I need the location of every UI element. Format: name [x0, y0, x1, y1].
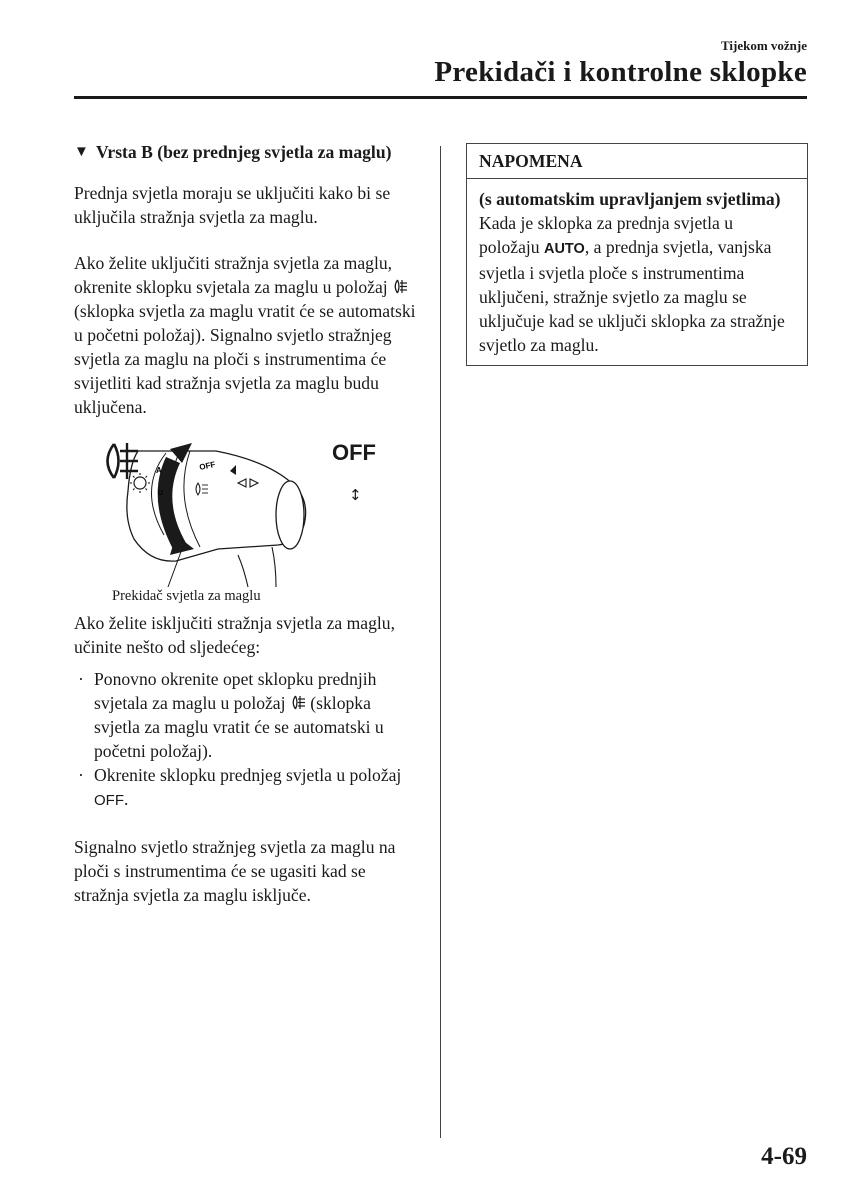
- rear-fog-symbol-icon: [290, 694, 306, 711]
- bullet-dot: ·: [78, 765, 84, 785]
- bullet-2-end: .: [124, 789, 129, 809]
- paragraph-2-end: (sklopka svjetla za maglu vratit će se automatski u početni položaj). Signalno svjetlo stražnjeg svjetla za maglu na ploči s instrumentima će svijetliti kad stražnja svjetla za maglu budu uključena.: [74, 301, 416, 417]
- off-inline-label: OFF: [94, 792, 124, 809]
- note-text-start: Kada je sklopka za prednja svjetla u položaju: [479, 213, 734, 257]
- note-heading: NAPOMENA: [467, 144, 807, 179]
- note-box: [466, 143, 808, 366]
- note-text-end: , a prednja svjetla, vanjska svjetla i svjetla ploče s instrumentima uključeni, stražnje svjetlo za maglu se uključuje kad se uključi sklopka za stražnje svjetlo za maglu.: [479, 237, 785, 355]
- stalk-label-off: OFF: [198, 459, 217, 472]
- stalk-label-auto: A: [156, 466, 162, 475]
- list-item: [74, 763, 418, 813]
- note-text: [479, 211, 795, 357]
- paragraph-2-start: Ako želite uključiti stražnja svjetla za maglu, okrenite sklopku svjetala za maglu u položaj: [74, 253, 393, 297]
- off-position-label: OFF: [332, 440, 376, 465]
- bullet-list: [74, 667, 418, 813]
- header-rule: [74, 96, 807, 99]
- section-label: Tijekom vožnje: [720, 38, 807, 53]
- note-body: [467, 179, 807, 365]
- page-title: Prekidači i kontrolne sklopke: [434, 56, 807, 88]
- paragraph-2: [74, 251, 418, 419]
- triangle-marker-icon: ▼: [74, 144, 89, 160]
- list-item: [74, 667, 418, 763]
- figure-caption: Prekidač svjetla za maglu: [112, 588, 261, 604]
- auto-position-label: AUTO: [543, 241, 585, 257]
- bullet-dot: ·: [78, 669, 84, 689]
- column-divider: [440, 146, 441, 1138]
- stalk-label-auto-alt: U: [158, 490, 164, 497]
- paragraph-4: Signalno svjetlo stražnjeg svjetla za maglu na ploči s instrumentima će se ugasiti kad se stražnja svjetla za maglu isključe.: [74, 837, 396, 905]
- bullet-2-start: Okrenite sklopku prednjeg svjetla u položaj: [94, 765, 402, 785]
- subheading-text: Vrsta B (bez prednjeg svjetla za maglu): [96, 142, 392, 162]
- up-down-arrow-icon: ↕: [349, 486, 362, 504]
- paragraph-3: Ako želite isključiti stražnja svjetla za maglu, učinite nešto od sljedećeg:: [74, 613, 395, 657]
- rear-fog-symbol-icon: [392, 278, 408, 295]
- subheading: [74, 140, 418, 164]
- fog-switch-figure: [74, 439, 418, 607]
- rear-fog-large-icon: [98, 439, 142, 483]
- bullet-1-start: Ponovno okrenite opet sklopku prednjih svjetala za maglu u položaj: [94, 669, 377, 713]
- left-column: [74, 140, 418, 929]
- page-number: 4-69: [761, 1143, 807, 1170]
- bullet-1-end: (sklopka svjetla za maglu vratit će se automatski u početni položaj).: [94, 693, 384, 761]
- note-subheading: (s automatskim upravljanjem svjetlima): [479, 189, 781, 209]
- paragraph-1: Prednja svjetla moraju se uključiti kako bi se uključila stražnja svjetla za maglu.: [74, 183, 391, 227]
